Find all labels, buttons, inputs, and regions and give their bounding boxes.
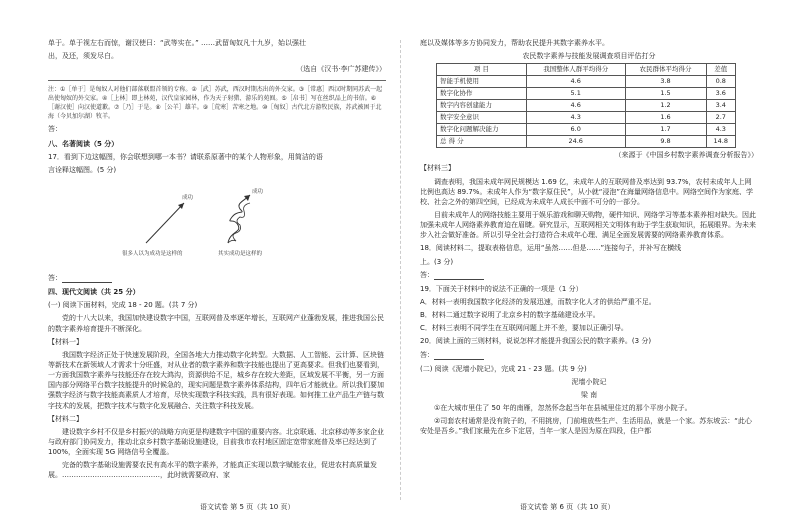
material-paragraph: 建设数字乡村不仅是乡村振兴的战略方向更是构建数字中国的重要内容。北京联通、北京移动等多家企业与政府部门协同发力，推动北京乡村数字基础设施建设，目前我市农村地区固定宽带家庭普及率已经达到了 100%，全面实现 5G 网络信号全覆盖。 [48, 427, 384, 457]
subsection-title: (一) 阅读下面材料，完成 18 - 20 题。(共 7 分) [48, 301, 198, 310]
text-source: （选自《汉书·李广苏建传》） [296, 65, 386, 74]
material-label: 【材料三】 [420, 164, 455, 173]
essay-author: 梁 南 [580, 390, 598, 399]
table-cell: 4.6 [526, 76, 625, 88]
table-cell: 智能手机使用 [437, 76, 527, 88]
table-cell: 4.6 [526, 100, 625, 112]
table-cell: 1.5 [625, 88, 706, 100]
question-18: 18．阅读材料二，提取表格信息，运用“虽然……但是……”连接句子，并补写在横线 [420, 244, 682, 253]
table-row [437, 76, 736, 88]
question-17: 17．看到下边这幅图，你会联想到哪一本书？请联系原著中的某个人物形象，用简洁的语 [48, 152, 323, 161]
table-cell: 4.3 [526, 112, 625, 124]
table-row [437, 136, 736, 148]
question-20: 20．阅读上面的三则材料，说说怎样才能提升我国公民的数字素养。(3 分) [420, 337, 652, 346]
figure-word: 成功 [252, 188, 264, 195]
page-footer: 语文试卷 第 5 页（共 10 页） [200, 503, 295, 511]
table-header: 农民群体平均得分 [625, 64, 706, 76]
table-cell: 1.2 [625, 100, 706, 112]
figure-caption: 很多人以为成功是这样的 [122, 250, 183, 257]
essay-title: 泥墙小院记 [571, 377, 607, 386]
column-divider [400, 40, 401, 500]
table-header: 我国整体人群平均得分 [526, 64, 625, 76]
answer-line: 答： [420, 270, 758, 280]
material-label: 【材料一】 [48, 337, 83, 346]
annotations: 注：①［单于］是匈奴人对他们部落联盟首领的专称。②［武］苏武，西汉时期杰出的外交家。③［常惠］西汉时期同苏武一起出使匈奴的外交家。④［上林］即上林苑，汉代皇家园林，作为天子射猎、游乐的苑囿。⑤［帛书］写在丝织品上的书信。⑥［谢汉使］向汉使道歉。⑦［乃］于是。⑧［公羊］雄羊。⑨［荒寒］苦寒之地。⑩［匈奴］古代北方游牧民族，苏武被困于北海（今贝加尔湖）牧羊。 [48, 86, 383, 121]
material-paragraph: 我国数字经济正处于快速发展阶段，全国各地大力推动数字化转型。大数据、人工智能、云计算、区块链等新技术在新领域人才需求十分旺盛，对从业者的数字素养和数字技能也提出了更高要求。但我们也要看到，一方面我国数字素养与技能还存在较大鸿沟，资源供给不足，城乡存在较大差距，区域发展不平衡，另一方面国内部分网络平台数字技能提升的时候急的，现实问题是数字素养体系结构，四年后才能就业。所以我们要加强数字经济与数字技能高素质人才培育，尽快实现数字科技实践，具有很好表现。如何推工业产品生产链与数字技术的发展，把数字技术与数字化发展融合、关注数字科技发展。 [48, 350, 384, 410]
answer-line [48, 124, 386, 134]
table-cell: 14.8 [706, 136, 736, 148]
material-paragraph: 完备的数字基础设施需要农民有高水平的数字素养，才能真正实现以数字赋能农业，促进农村高质量发展。……………………………………，此时就需要政府、家 [48, 461, 377, 480]
option-c[interactable]: C．材料三表明不同学生在互联网问题上并不差，要加以正确引导。 [420, 324, 628, 333]
option-a[interactable]: A．材料一表明我国数字化经济的发展迅速，而数字化人才的供给严重不足。 [420, 297, 656, 306]
table-cell: 3.6 [706, 88, 736, 100]
table-source: （来源于《中国乡村数字素养调查分析报告》） [614, 151, 758, 160]
table-cell: 1.6 [625, 112, 706, 124]
essay-paragraph: ①在大城市里住了 50 年的南雁，忽然怀念起当年在县城里住过的那个平房小院子。 [434, 404, 692, 413]
figure-word: 成功 [182, 194, 194, 201]
answer-blank[interactable] [434, 273, 484, 280]
divider [48, 80, 386, 81]
page-footer: 语文试卷 第 6 页（共 10 页） [520, 503, 615, 511]
table-row [437, 100, 736, 112]
table-row [437, 124, 736, 136]
table-cell: 3.8 [625, 76, 706, 88]
table-header: 差值 [706, 64, 736, 76]
table-cell: 总 得 分 [437, 136, 527, 148]
table-cell: 数字安全意识 [437, 112, 527, 124]
right-column [420, 38, 758, 440]
answer-line: 答： [48, 273, 386, 283]
table-header: 项 目 [437, 64, 527, 76]
winding-arrow-line [228, 195, 250, 243]
table-row [437, 88, 736, 100]
success-illustration [118, 181, 308, 267]
section-title: 四、现代文阅读（共 25 分） [48, 288, 140, 297]
table-cell: 6.0 [526, 124, 625, 136]
option-b[interactable]: B．材料二通过数字说明了北京乡村的数字基础建设水平。 [420, 311, 600, 320]
section-title: 八、名著阅读（5 分） [48, 139, 119, 148]
question-18-cont: 上。(3 分) [420, 257, 454, 266]
material-paragraph: 目前未成年人的网络技能主要用于娱乐游戏和聊天购物，硬件知识、网络学习等基本素养相对缺失。因此加强未成年人网络素养教育迫在眉睫。研究显示，互联网相关文明体有助于学生获取知识，拓展眼界。为未来步入社会做好准备。所以引导全社会打造符合未成年心理、满足全面发展需要的网络素养教育体系。 [420, 210, 756, 240]
table-cell: 1.7 [625, 124, 706, 136]
figure-caption: 其实成功是这样的 [218, 250, 263, 257]
classical-text-line: 出，及还，须发尽白。 [48, 52, 118, 61]
intro-paragraph: 党的十八大以来，我国加快建设数字中国，互联网普及率逐年增长，互联网产业蓬勃发展，推进我国公民的数字素养培育提升不断深化。 [48, 314, 384, 333]
table-header-row [437, 64, 736, 76]
table-cell: 4.3 [706, 124, 736, 136]
spiral-line [228, 203, 250, 243]
table-title: 农民数字素养与技能发展调查项目评估打分 [522, 52, 656, 61]
table-cell: 2.7 [706, 112, 736, 124]
table-cell: 数字化协作 [437, 88, 527, 100]
left-column [48, 38, 386, 484]
material-paragraph: 调查表明，我国未成年网民规模达 1.69 亿，未成年人的互联网普及率达到 93.7%，农村未成年人上网比例也高达 89.7%。未成年人作为“数字原住民”，从小就“浸泡”在海量网络信息中。网络空间作为家庭、学校、社会之外的第四空间，已经成为未成年人成长中面不可分的一部分。 [420, 177, 753, 206]
question-19: 19．下面关于材料中的说法不正确的一项是（1 分） [420, 284, 583, 293]
table-cell: 5.1 [526, 88, 625, 100]
table-cell: 9.8 [625, 136, 706, 148]
table-cell: 3.4 [706, 100, 736, 112]
subsection-title: (二) 阅读《泥墙小院记》，完成 21 - 23 题。(共 9 分) [420, 364, 587, 373]
essay-paragraph: ②司套农村通常是没有院子的，不用挑房，门前堆放些生产、生活用品，就是一个家。苏东坡云：“此心安处是吾乡。”我们家最先在乡下定居，当年一家人是因为原在四段，住户都 [420, 417, 752, 436]
survey-table [436, 63, 736, 148]
answer-label: 答： [48, 125, 62, 134]
arrow-head-icon [244, 195, 250, 201]
table-cell: 数字内容创建能力 [437, 100, 527, 112]
table-row [437, 112, 736, 124]
continued-line: 庭以及媒体等多方协同发力，帮助农民提升其数字素养水平。 [420, 39, 609, 47]
answer-blank[interactable] [62, 276, 112, 283]
table-cell: 数字化问题解决能力 [437, 124, 527, 136]
question-17-cont: 言诠释这幅图。(5 分) [48, 165, 117, 174]
answer-blank[interactable] [434, 353, 484, 360]
table-cell: 24.6 [526, 136, 625, 148]
table-cell: 0.8 [706, 76, 736, 88]
straight-arrow-line [146, 203, 184, 243]
material-label: 【材料二】 [48, 414, 83, 423]
classical-text-line: 单于。单于视左右而惊，谢汉使曰：“武等实在。” ……武留匈奴凡十九岁，始以强壮 [48, 39, 306, 47]
answer-line: 答： [420, 350, 758, 360]
